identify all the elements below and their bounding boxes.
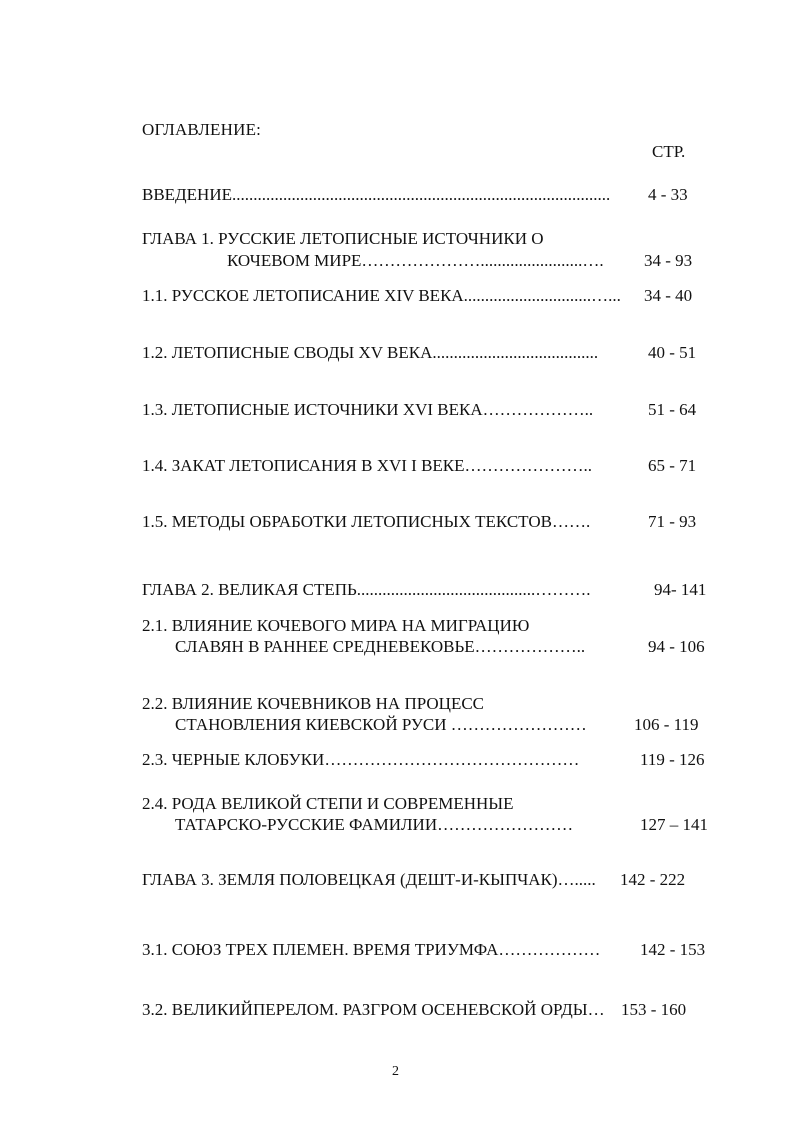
toc-entry-text: ГЛАВА 1. РУССКИЕ ЛЕТОПИСНЫЕ ИСТОЧНИКИ О — [142, 229, 544, 248]
toc-entry-text: 1.3. ЛЕТОПИСНЫЕ ИСТОЧНИКИ XVI ВЕКА……………….. — [142, 400, 594, 419]
toc-entry-text: 2.3. ЧЕРНЫЕ КЛОБУКИ……………………………………… — [142, 750, 580, 769]
toc-entry-text: ВВЕДЕНИЕ......................................................................................... — [142, 185, 611, 204]
toc-entry-text: 1.5. МЕТОДЫ ОБРАБОТКИ ЛЕТОПИСНЫХ ТЕКСТОВ……. — [142, 512, 591, 531]
toc-entry-pages: 94 - 106 — [648, 637, 705, 656]
pages-column-header: СТР. — [652, 142, 686, 161]
toc-entry-text: 1.4. ЗАКАТ ЛЕТОПИСАНИЯ В XVI I ВЕКЕ………………….. — [142, 456, 593, 475]
toc-entry-text: 2.4. РОДА ВЕЛИКОЙ СТЕПИ И СОВРЕМЕННЫЕ — [142, 794, 514, 813]
toc-entry-text: 3.2. ВЕЛИКИЙПЕРЕЛОМ. РАЗГРОМ ОСЕНЕВСКОЙ ОРДЫ… — [142, 1000, 605, 1019]
toc-entry-pages: 94- 141 — [654, 580, 707, 599]
toc-entry-text: 2.2. ВЛИЯНИЕ КОЧЕВНИКОВ НА ПРОЦЕСС — [142, 694, 485, 713]
toc-entry-text: ГЛАВА 2. ВЕЛИКАЯ СТЕПЬ..........................................………. — [142, 580, 591, 599]
toc-entry-text: 2.1. ВЛИЯНИЕ КОЧЕВОГО МИРА НА МИГРАЦИЮ — [142, 616, 530, 635]
toc-heading: ОГЛАВЛЕНИЕ: — [142, 120, 262, 139]
toc-entry-pages: 71 - 93 — [648, 512, 697, 531]
toc-entry-pages: 40 - 51 — [648, 343, 697, 362]
toc-entry-text: 3.1. СОЮЗ ТРЕХ ПЛЕМЕН. ВРЕМЯ ТРИУМФА……………… — [142, 940, 601, 959]
toc-entry-text: 1.1. РУССКОЕ ЛЕТОПИСАНИЕ XIV ВЕКА..............................…... — [142, 286, 621, 305]
toc-entry-text: СЛАВЯН В РАННЕЕ СРЕДНЕВЕКОВЬЕ……………….. — [175, 637, 586, 656]
toc-entry-pages: 4 - 33 — [648, 185, 688, 204]
page-number: 2 — [392, 1064, 399, 1079]
toc-entry-pages: 106 - 119 — [634, 715, 699, 734]
toc-entry-pages: 142 - 153 — [640, 940, 706, 959]
toc-entry-text: КОЧЕВОМ МИРЕ…………………........................…. — [227, 251, 604, 270]
toc-entry-pages: 34 - 40 — [644, 286, 693, 305]
toc-entry-text: 1.2. ЛЕТОПИСНЫЕ СВОДЫ XV ВЕКА....................................... — [142, 343, 599, 362]
toc-entry-pages: 34 - 93 — [644, 251, 693, 270]
toc-entry-pages: 142 - 222 — [620, 870, 686, 889]
toc-entry-pages: 51 - 64 — [648, 400, 697, 419]
toc-entry-text: СТАНОВЛЕНИЯ КИЕВСКОЙ РУСИ …………………… — [175, 715, 587, 734]
toc-entry-pages: 65 - 71 — [648, 456, 697, 475]
toc-entry-pages: 153 - 160 — [621, 1000, 687, 1019]
toc-entry-pages: 127 – 141 — [640, 815, 708, 834]
toc-entry-text: ТАТАРСКО-РУССКИЕ ФАМИЛИИ…………………… — [175, 815, 574, 834]
toc-entry-text: ГЛАВА 3. ЗЕМЛЯ ПОЛОВЕЦКАЯ (ДЕШТ-И-КЫПЧАК)…..... — [142, 870, 596, 889]
toc-entry-pages: 119 - 126 — [640, 750, 705, 769]
